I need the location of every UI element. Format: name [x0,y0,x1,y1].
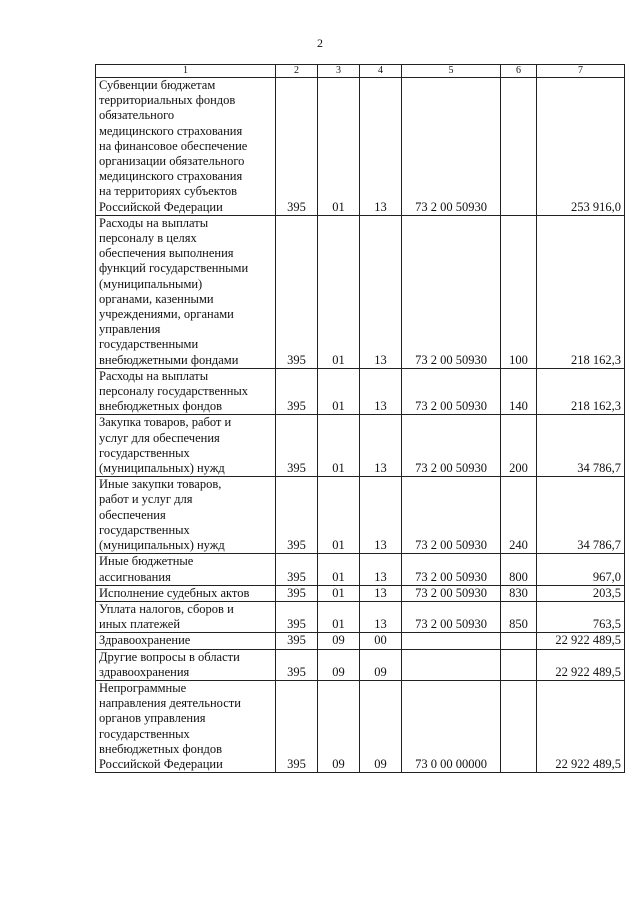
subsection-code: 13 [360,554,402,585]
target-article: 73 2 00 50930 [402,415,501,477]
ministry-code: 395 [276,601,318,632]
section-code: 01 [318,477,360,554]
section-code: 09 [318,649,360,680]
row-name: Непрограммные направления деятельности органов управления государственных внебюджетных фондов Российской Федерации [96,680,276,772]
table-row [96,415,625,477]
expense-type [501,633,537,649]
expense-type [501,649,537,680]
row-name: Здравоохранение [96,633,276,649]
table-row [96,585,625,601]
column-header: 6 [501,65,537,78]
target-article [402,649,501,680]
amount: 967,0 [537,554,625,585]
table-row [96,477,625,554]
column-number-row [96,65,625,78]
expense-type: 830 [501,585,537,601]
subsection-code: 13 [360,477,402,554]
ministry-code: 395 [276,78,318,216]
table-row [96,680,625,772]
ministry-code: 395 [276,633,318,649]
ministry-code: 395 [276,215,318,368]
section-code: 01 [318,368,360,415]
ministry-code: 395 [276,585,318,601]
expense-type: 850 [501,601,537,632]
row-name: Исполнение судебных актов [96,585,276,601]
amount: 253 916,0 [537,78,625,216]
section-code: 09 [318,680,360,772]
target-article [402,633,501,649]
target-article: 73 2 00 50930 [402,78,501,216]
row-name: Закупка товаров, работ и услуг для обеспечения государственных (муниципальных) нужд [96,415,276,477]
subsection-code: 13 [360,601,402,632]
amount: 34 786,7 [537,415,625,477]
subsection-code: 13 [360,368,402,415]
subsection-code: 13 [360,585,402,601]
target-article: 73 2 00 50930 [402,601,501,632]
column-header: 7 [537,65,625,78]
section-code: 01 [318,215,360,368]
amount: 22 922 489,5 [537,649,625,680]
amount: 34 786,7 [537,477,625,554]
subsection-code: 09 [360,680,402,772]
table-row [96,649,625,680]
target-article: 73 2 00 50930 [402,477,501,554]
expense-type [501,680,537,772]
column-header: 4 [360,65,402,78]
expense-type: 800 [501,554,537,585]
table-row [96,78,625,216]
row-name: Другие вопросы в области здравоохранения [96,649,276,680]
amount: 218 162,3 [537,368,625,415]
ministry-code: 395 [276,368,318,415]
page-number: 2 [317,36,323,50]
amount: 218 162,3 [537,215,625,368]
row-name: Расходы на выплаты персоналу в целях обеспечения выполнения функций государственными (муниципальными) органами, казенными учреждениями, органами управления государственными внебюджетными фондами [96,215,276,368]
table-row [96,601,625,632]
section-code: 01 [318,585,360,601]
section-code: 01 [318,78,360,216]
target-article: 73 2 00 50930 [402,554,501,585]
ministry-code: 395 [276,680,318,772]
target-article: 73 0 00 00000 [402,680,501,772]
amount: 763,5 [537,601,625,632]
section-code: 01 [318,554,360,585]
subsection-code: 13 [360,215,402,368]
column-header: 1 [96,65,276,78]
ministry-code: 395 [276,649,318,680]
table-row [96,633,625,649]
row-name: Расходы на выплаты персоналу государственных внебюджетных фондов [96,368,276,415]
expense-type [501,78,537,216]
target-article: 73 2 00 50930 [402,585,501,601]
column-header: 3 [318,65,360,78]
row-name: Иные бюджетные ассигнования [96,554,276,585]
ministry-code: 395 [276,415,318,477]
amount: 203,5 [537,585,625,601]
expense-type: 100 [501,215,537,368]
ministry-code: 395 [276,477,318,554]
table-row [96,368,625,415]
subsection-code: 00 [360,633,402,649]
subsection-code: 09 [360,649,402,680]
amount: 22 922 489,5 [537,680,625,772]
section-code: 01 [318,601,360,632]
section-code: 01 [318,415,360,477]
amount: 22 922 489,5 [537,633,625,649]
row-name: Субвенции бюджетам территориальных фондов обязательного медицинского страхования на финансовое обеспечение организации обязательного медицинского страхования на территориях субъектов Российской Федерации [96,78,276,216]
expense-type: 240 [501,477,537,554]
expense-type: 140 [501,368,537,415]
ministry-code: 395 [276,554,318,585]
target-article: 73 2 00 50930 [402,215,501,368]
budget-table [95,64,625,773]
row-name: Иные закупки товаров, работ и услуг для обеспечения государственных (муниципальных) нужд [96,477,276,554]
column-header: 5 [402,65,501,78]
subsection-code: 13 [360,78,402,216]
table-row [96,215,625,368]
subsection-code: 13 [360,415,402,477]
row-name: Уплата налогов, сборов и иных платежей [96,601,276,632]
expense-type: 200 [501,415,537,477]
target-article: 73 2 00 50930 [402,368,501,415]
section-code: 09 [318,633,360,649]
column-header: 2 [276,65,318,78]
table-row [96,554,625,585]
